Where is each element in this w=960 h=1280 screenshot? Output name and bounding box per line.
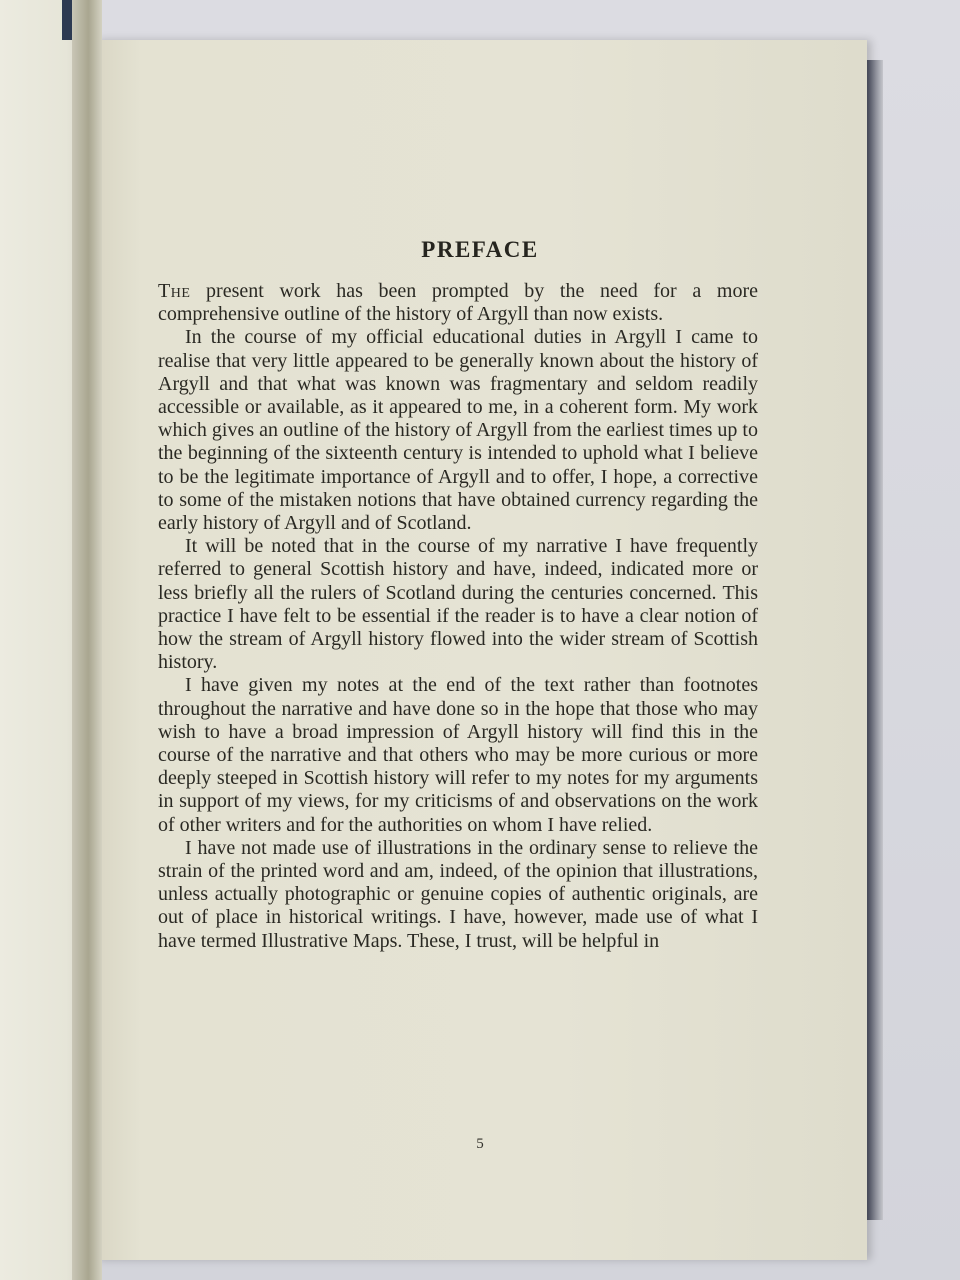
paragraph-5: I have not made use of illustrations in the ordinary sense to relieve the strain of the printed word and am, indeed, of the opinion that illustrations, unless actually photographic or genuine copies of authentic originals, are out of place in historical writings. I have, however, made use of what I have termed Illustrative Maps. These, I trust, will be helpful in	[158, 836, 758, 952]
paragraph-1	[158, 280, 758, 326]
paragraph-4: I have given my notes at the end of the text rather than footnotes throughout the narrative and have done so in the hope that those who may wish to have a broad impression of Argyll history will find this in the course of the narrative and that others who may be more curious or more deeply steeped in Scottish history will refer to my notes for my arguments in support of my views, for my criticisms of and observations on the work of other writers and for the authorities on whom I have relied.	[158, 674, 758, 836]
paragraph-1-text: present work has been prompted by the need for a more comprehensive outline of the history of Argyll than now exists.	[158, 280, 758, 326]
paragraph-3: It will be noted that in the course of my narrative I have frequently referred to general Scottish history and have, indeed, indicated more or less briefly all the rulers of Scotland during the centuries concerned. This practice I have felt to be essential if the reader is to have a clear notion of how the stream of Argyll history flowed into the wider stream of Scottish history.	[158, 535, 758, 674]
page-number: 5	[476, 1136, 484, 1152]
page-title: PREFACE	[421, 237, 539, 262]
show-through-text	[140, 150, 740, 220]
first-word: The	[158, 280, 191, 302]
paragraph-2: In the course of my official educational duties in Argyll I came to realise that very little appeared to be generally known about the history of Argyll and that what was known was fragmentary and seldom readily accessible or available, as it appeared to me, in a coherent form. My work which gives an outline of the history of Argyll from the earliest times up to the beginning of the sixteenth century is intended to uphold what I believe to be the legitimate importance of Argyll and to offer, I hope, a corrective to some of the mistaken notions that have obtained currency regarding the early history of Argyll and of Scotland.	[158, 326, 758, 535]
preface-body	[158, 280, 758, 953]
book-gutter	[72, 0, 102, 1280]
